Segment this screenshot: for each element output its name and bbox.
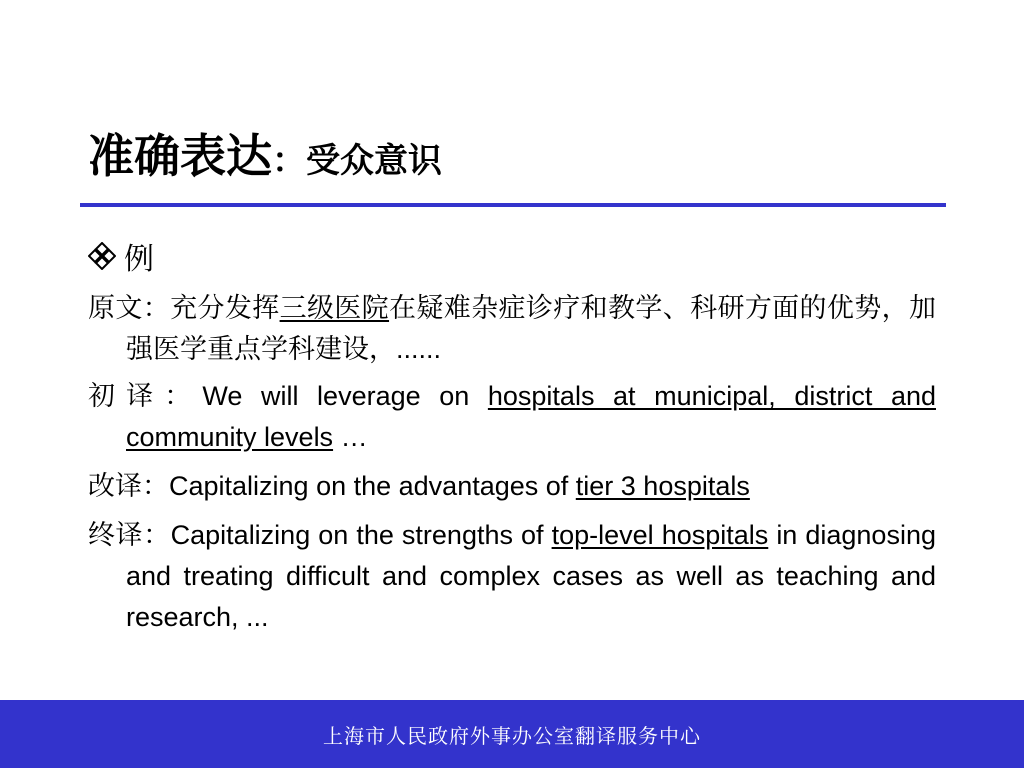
original-text-underlined: 三级医院: [279, 293, 390, 324]
first-translation-label: 初译：: [88, 381, 203, 412]
original-label: 原文：: [88, 293, 171, 324]
first-translation-text-a: We will leverage on: [202, 381, 488, 411]
final-translation-text-b: in diagnosing and treating difficult and complex cases as well as teaching and research, ...: [126, 520, 936, 632]
final-translation-paragraph: [88, 515, 936, 638]
example-heading: [88, 234, 154, 278]
footer-bar: [0, 700, 1024, 768]
diamond-bullet-icon: [88, 242, 116, 270]
revised-translation-paragraph: [88, 466, 936, 507]
first-translation-text-underlined: hospitals at municipal, district and community levels: [126, 381, 936, 452]
example-label: 例: [124, 242, 154, 277]
first-translation-text-b: …: [333, 422, 368, 452]
original-text-a: 充分发挥: [170, 293, 280, 324]
final-translation-label: 终译：: [88, 520, 171, 551]
title-subtitle: ：受众意识: [272, 141, 442, 181]
slide-title: [88, 120, 442, 186]
revised-translation-text-a: Capitalizing on the advantages of: [169, 471, 576, 501]
title-divider: [80, 203, 946, 207]
original-text-b: 在疑难杂症诊疗和教学、科研方面的优势，加强医学重点学科建设，: [126, 293, 937, 365]
revised-translation-label: 改译：: [88, 471, 169, 502]
revised-translation-text-underlined: tier 3 hospitals: [575, 471, 750, 501]
original-text-paragraph: [88, 288, 936, 370]
final-translation-text-a: Capitalizing on the strengths of: [170, 520, 552, 550]
original-text-ellipsis: ......: [396, 334, 442, 364]
title-main: 准确表达: [88, 129, 272, 183]
final-translation-text-underlined: top-level hospitals: [551, 520, 769, 550]
footer-text: 上海市人民政府外事办公室翻译服务中心: [323, 723, 701, 748]
first-translation-paragraph: [88, 376, 936, 458]
